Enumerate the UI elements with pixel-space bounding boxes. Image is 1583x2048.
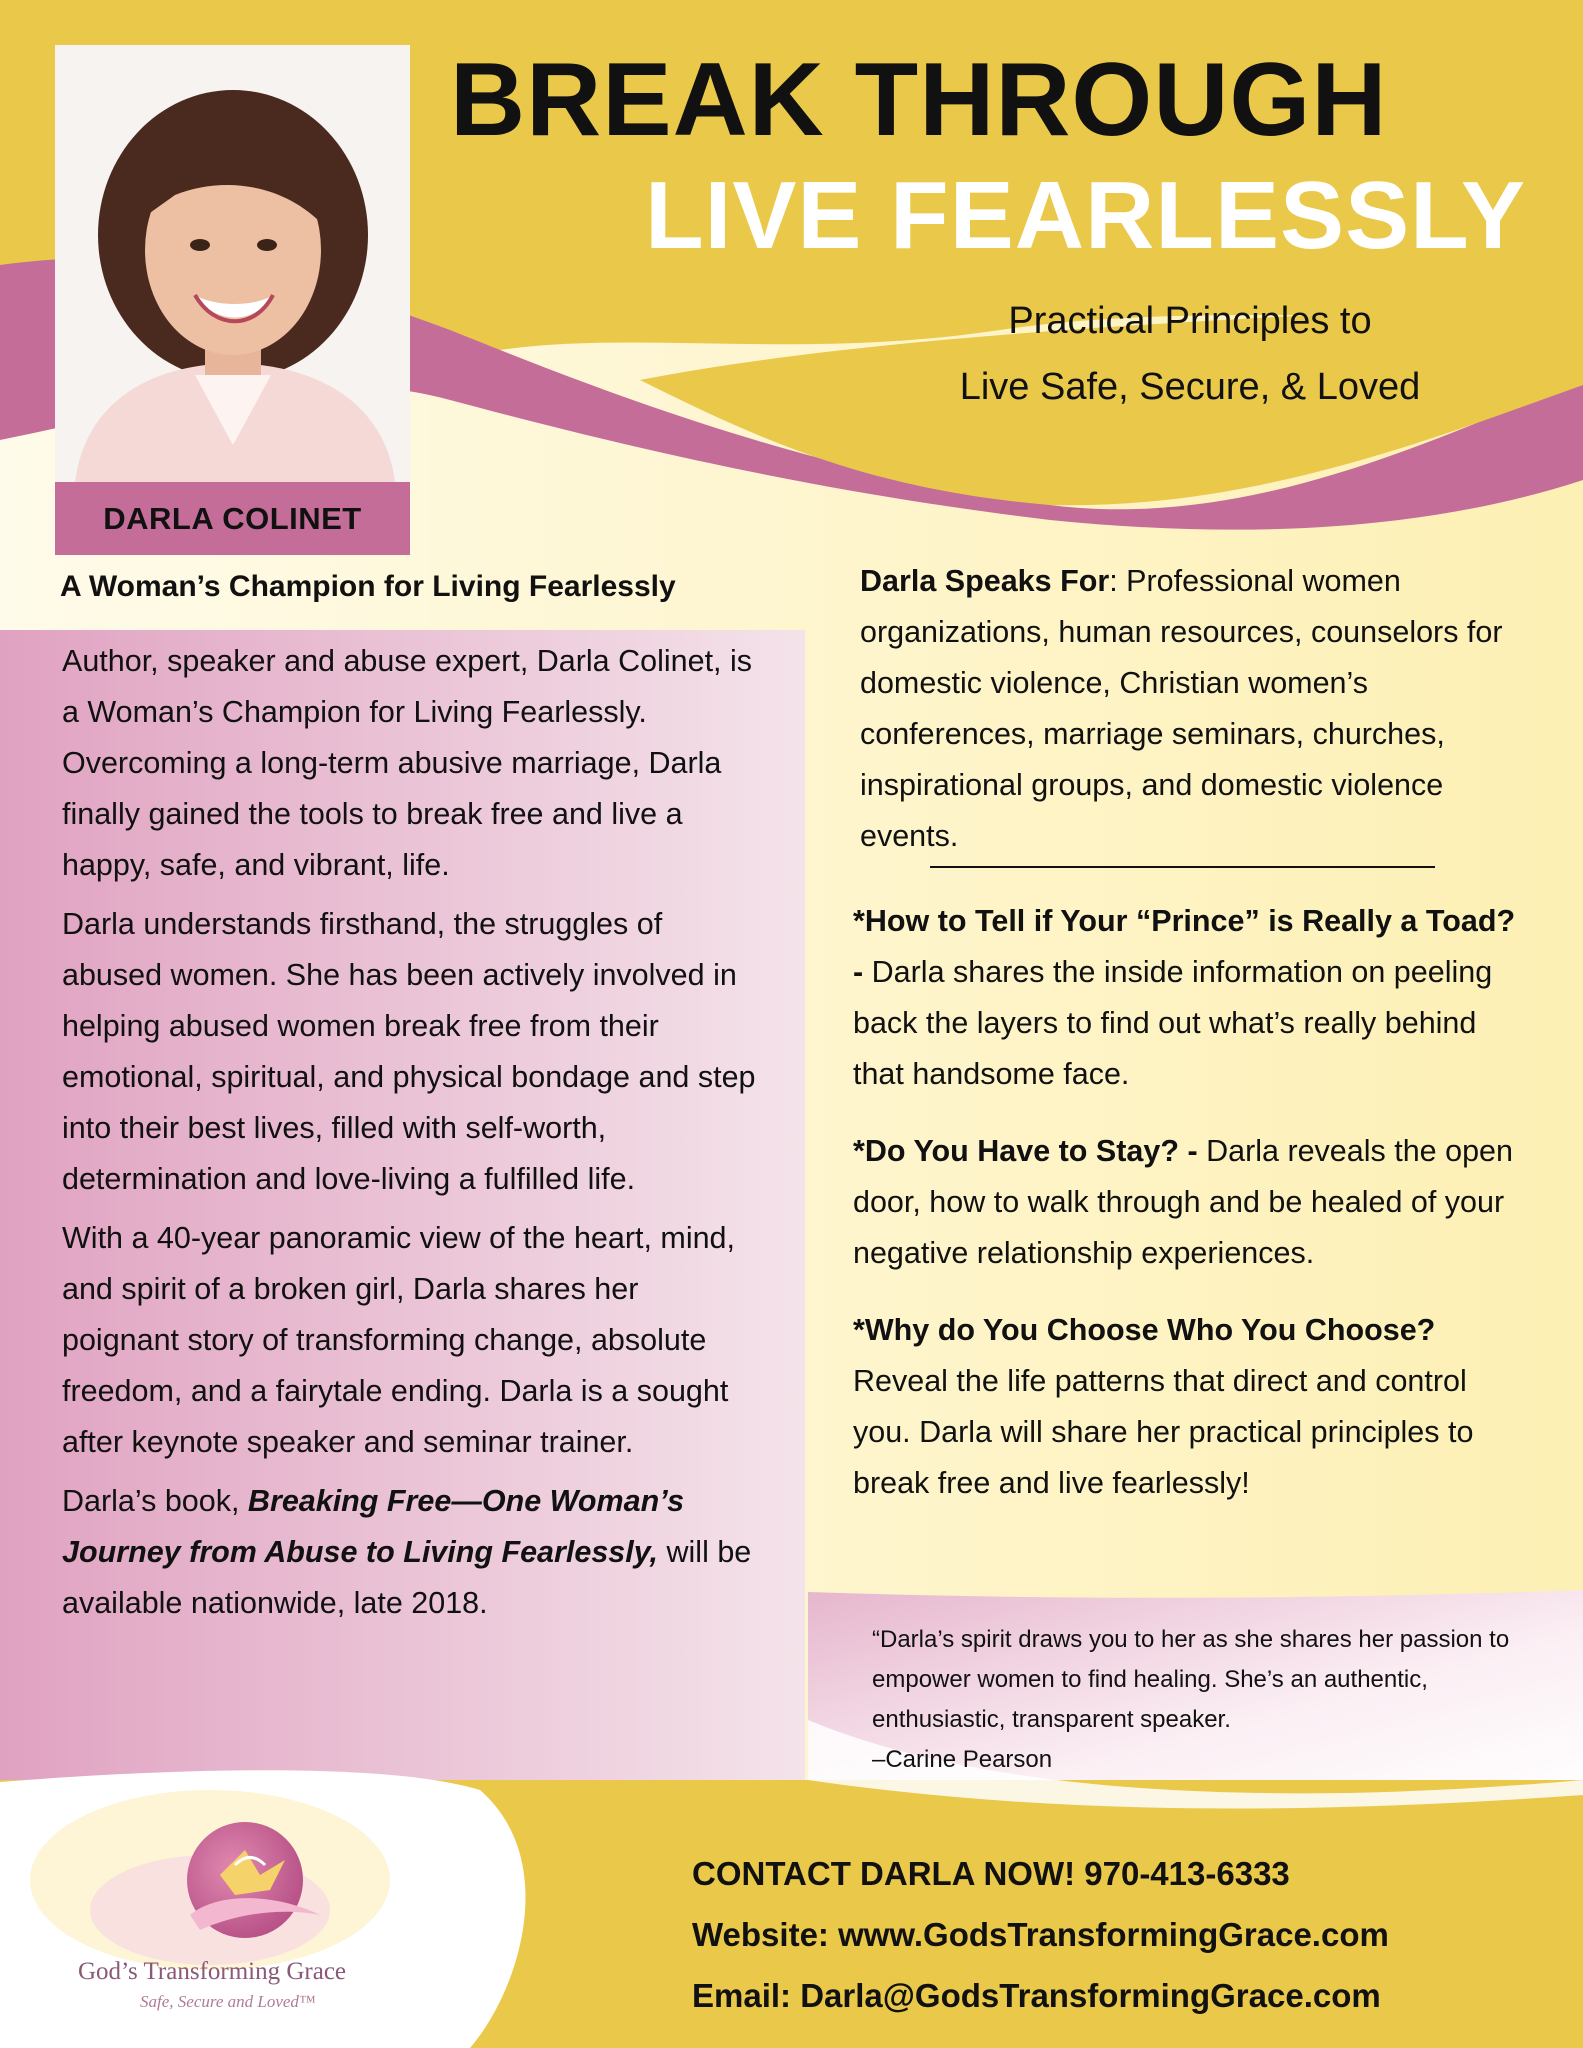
topic-item xyxy=(853,896,1523,1100)
speaks-for-section xyxy=(860,556,1520,862)
speaks-for-label: Darla Speaks For xyxy=(860,564,1110,598)
contact-block xyxy=(692,1843,1389,2026)
topic-text: Reveal the life patterns that direct and control you. Darla will share her practical principles to break free and live fearlessly! xyxy=(853,1364,1474,1500)
topic-item xyxy=(853,1305,1523,1509)
divider-line xyxy=(930,866,1435,868)
bio-column xyxy=(62,636,757,1637)
book-prefix: Darla’s book, xyxy=(62,1484,248,1518)
title-break-through: BREAK THROUGH xyxy=(450,42,1388,158)
subtitle xyxy=(890,288,1490,420)
logo-tagline: Safe, Secure and Loved™ xyxy=(140,1992,316,2011)
bio-paragraph-1: Author, speaker and abuse expert, Darla Colinet, is a Woman’s Champion for Living Fearlessly. Overcoming a long-term abusive marriage, Darla finally gained the tools to break free and live a happy, safe, and vibrant, life. xyxy=(62,644,753,882)
name-bar xyxy=(55,482,410,555)
topics-list xyxy=(853,896,1523,1535)
testimonial xyxy=(872,1620,1512,1780)
bio-paragraph-3: With a 40-year panoramic view of the heart, mind, and spirit of a broken girl, Darla shares her poignant story of transforming change, absolute freedom, and a fairytale ending. Darla is a sought after keynote speaker and seminar trainer. xyxy=(62,1221,735,1459)
topic-title: *Do You Have to Stay? - xyxy=(853,1134,1198,1168)
bio-paragraph-2: Darla understands firsthand, the struggles of abused women. She has been actively involved in helping abused women break free from their emotional, spiritual, and physical bondage and step into their best lives, filled with self-worth, determination and love-living a fulfilled life. xyxy=(62,907,756,1196)
topic-title: *Why do You Choose Who You Choose? xyxy=(853,1313,1436,1347)
contact-headline: CONTACT DARLA NOW! 970-413-6333 xyxy=(692,1855,1290,1892)
topic-text: Darla shares the inside information on peeling back the layers to find out what’s really behind that handsome face. xyxy=(853,955,1493,1091)
book-title: Breaking Free—One Woman’s Journey from Abuse to Living Fearlessly, xyxy=(62,1484,685,1569)
champion-tagline: A Woman’s Champion for Living Fearlessly xyxy=(60,570,676,603)
testimonial-author: –Carine Pearson xyxy=(872,1746,1053,1773)
bio-paragraph-4 xyxy=(62,1476,757,1629)
portrait-photo xyxy=(55,45,410,482)
title-live-fearlessly: LIVE FEARLESSLY xyxy=(645,162,1526,269)
speaks-for-text: : Professional women organizations, human resources, counselors for domestic violence, Christian women’s conferences, marriage seminars, churches, inspirational groups, and domestic violence events. xyxy=(860,564,1503,853)
testimonial-quote: “Darla’s spirit draws you to her as she shares her passion to empower women to find healing. She’s an authentic, enthusiastic, transparent speaker. xyxy=(872,1626,1510,1733)
book-suffix: will be available nationwide, late 2018. xyxy=(62,1535,752,1620)
speaks-for-paragraph xyxy=(860,556,1520,862)
subtitle-line-1: Practical Principles to xyxy=(1008,300,1372,342)
topic-title: *How to Tell if Your “Prince” is Really a Toad? - xyxy=(853,904,1516,989)
topic-item xyxy=(853,1126,1523,1279)
topic-text: Darla reveals the open door, how to walk through and be healed of your negative relationship experiences. xyxy=(853,1134,1513,1270)
contact-website[interactable]: Website: www.GodsTransformingGrace.com xyxy=(692,1916,1389,1953)
subtitle-line-2: Live Safe, Secure, & Loved xyxy=(959,366,1421,408)
contact-email[interactable]: Email: Darla@GodsTransformingGrace.com xyxy=(692,1977,1381,2014)
speaker-name: DARLA COLINET xyxy=(103,500,362,536)
logo-name: God’s Transforming Grace xyxy=(78,1958,347,1985)
